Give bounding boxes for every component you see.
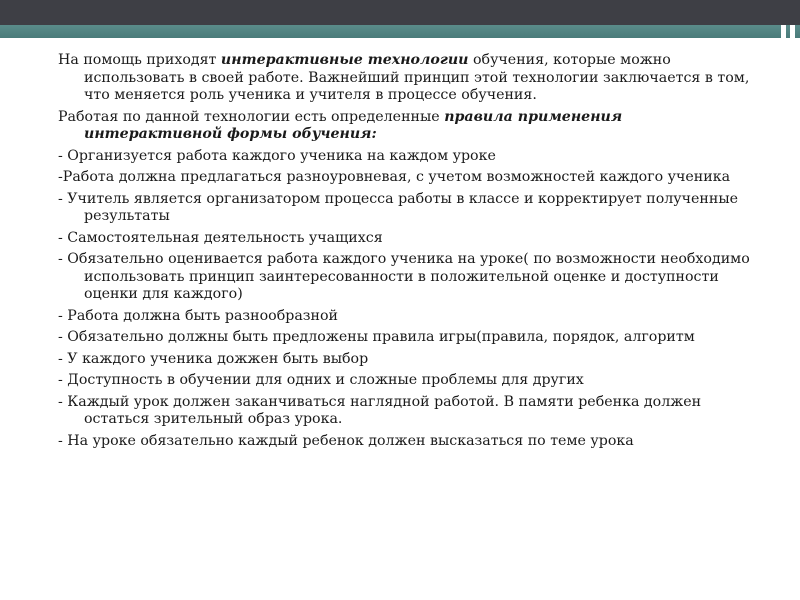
header-band [0,0,800,25]
rule-item: - Самостоятельная деятельность учащихся [58,229,383,246]
rule-item: - Учитель является организатором процесса работы в классе и корректирует полученные результаты [58,190,739,224]
intro-emphasis: интерактивные технологии [220,52,469,68]
rule-item: -Работа должна предлагаться разноуровневая, с учетом возможностей каждого ученика [58,169,731,185]
rule-item: - Организуется работа каждого ученика на каждом уроке [58,147,496,164]
intro-text: обучения, которые можно использовать в своей работе. Важнейший принцип этой технологии заключается в том, что меняется роль ученика и учителя в процессе обучения. [84,52,750,103]
rule-item: - Работа должна быть разнообразной [58,307,338,324]
rule-item: - На уроке обязательно каждый ребенок должен высказаться по теме урока [58,432,634,449]
rule-item: - У каждого ученика дожжен быть выбор [58,350,369,367]
accent-mark [790,25,795,38]
rules-intro-paragraph [58,109,758,144]
rule-item: - Каждый урок должен заканчиваться наглядной работой. В памяти ребенка должен остаться зрительный образ урока. [58,393,702,427]
rule-item: - Обязательно оценивается работа каждого ученика на уроке( по возможности необходимо использовать принцип заинтересованности в положительной оценке и доступности оценки для каждого) [58,251,750,302]
slide-body [58,52,758,454]
accent-mark [781,25,786,38]
accent-band [0,25,800,38]
rule-item: - Доступность в обучении для одних и сложные проблемы для других [58,372,584,388]
rule-item: - Обязательно должны быть предложены правила игры(правила, порядок, алгоритм [58,329,695,345]
intro-paragraph [58,52,758,105]
rules-intro-text: Работая по данной технологии есть определенные [58,108,445,125]
rules-intro-emphasis: правила применения интерактивной формы обучения: [84,108,623,142]
intro-text: На помощь приходят [58,52,221,68]
